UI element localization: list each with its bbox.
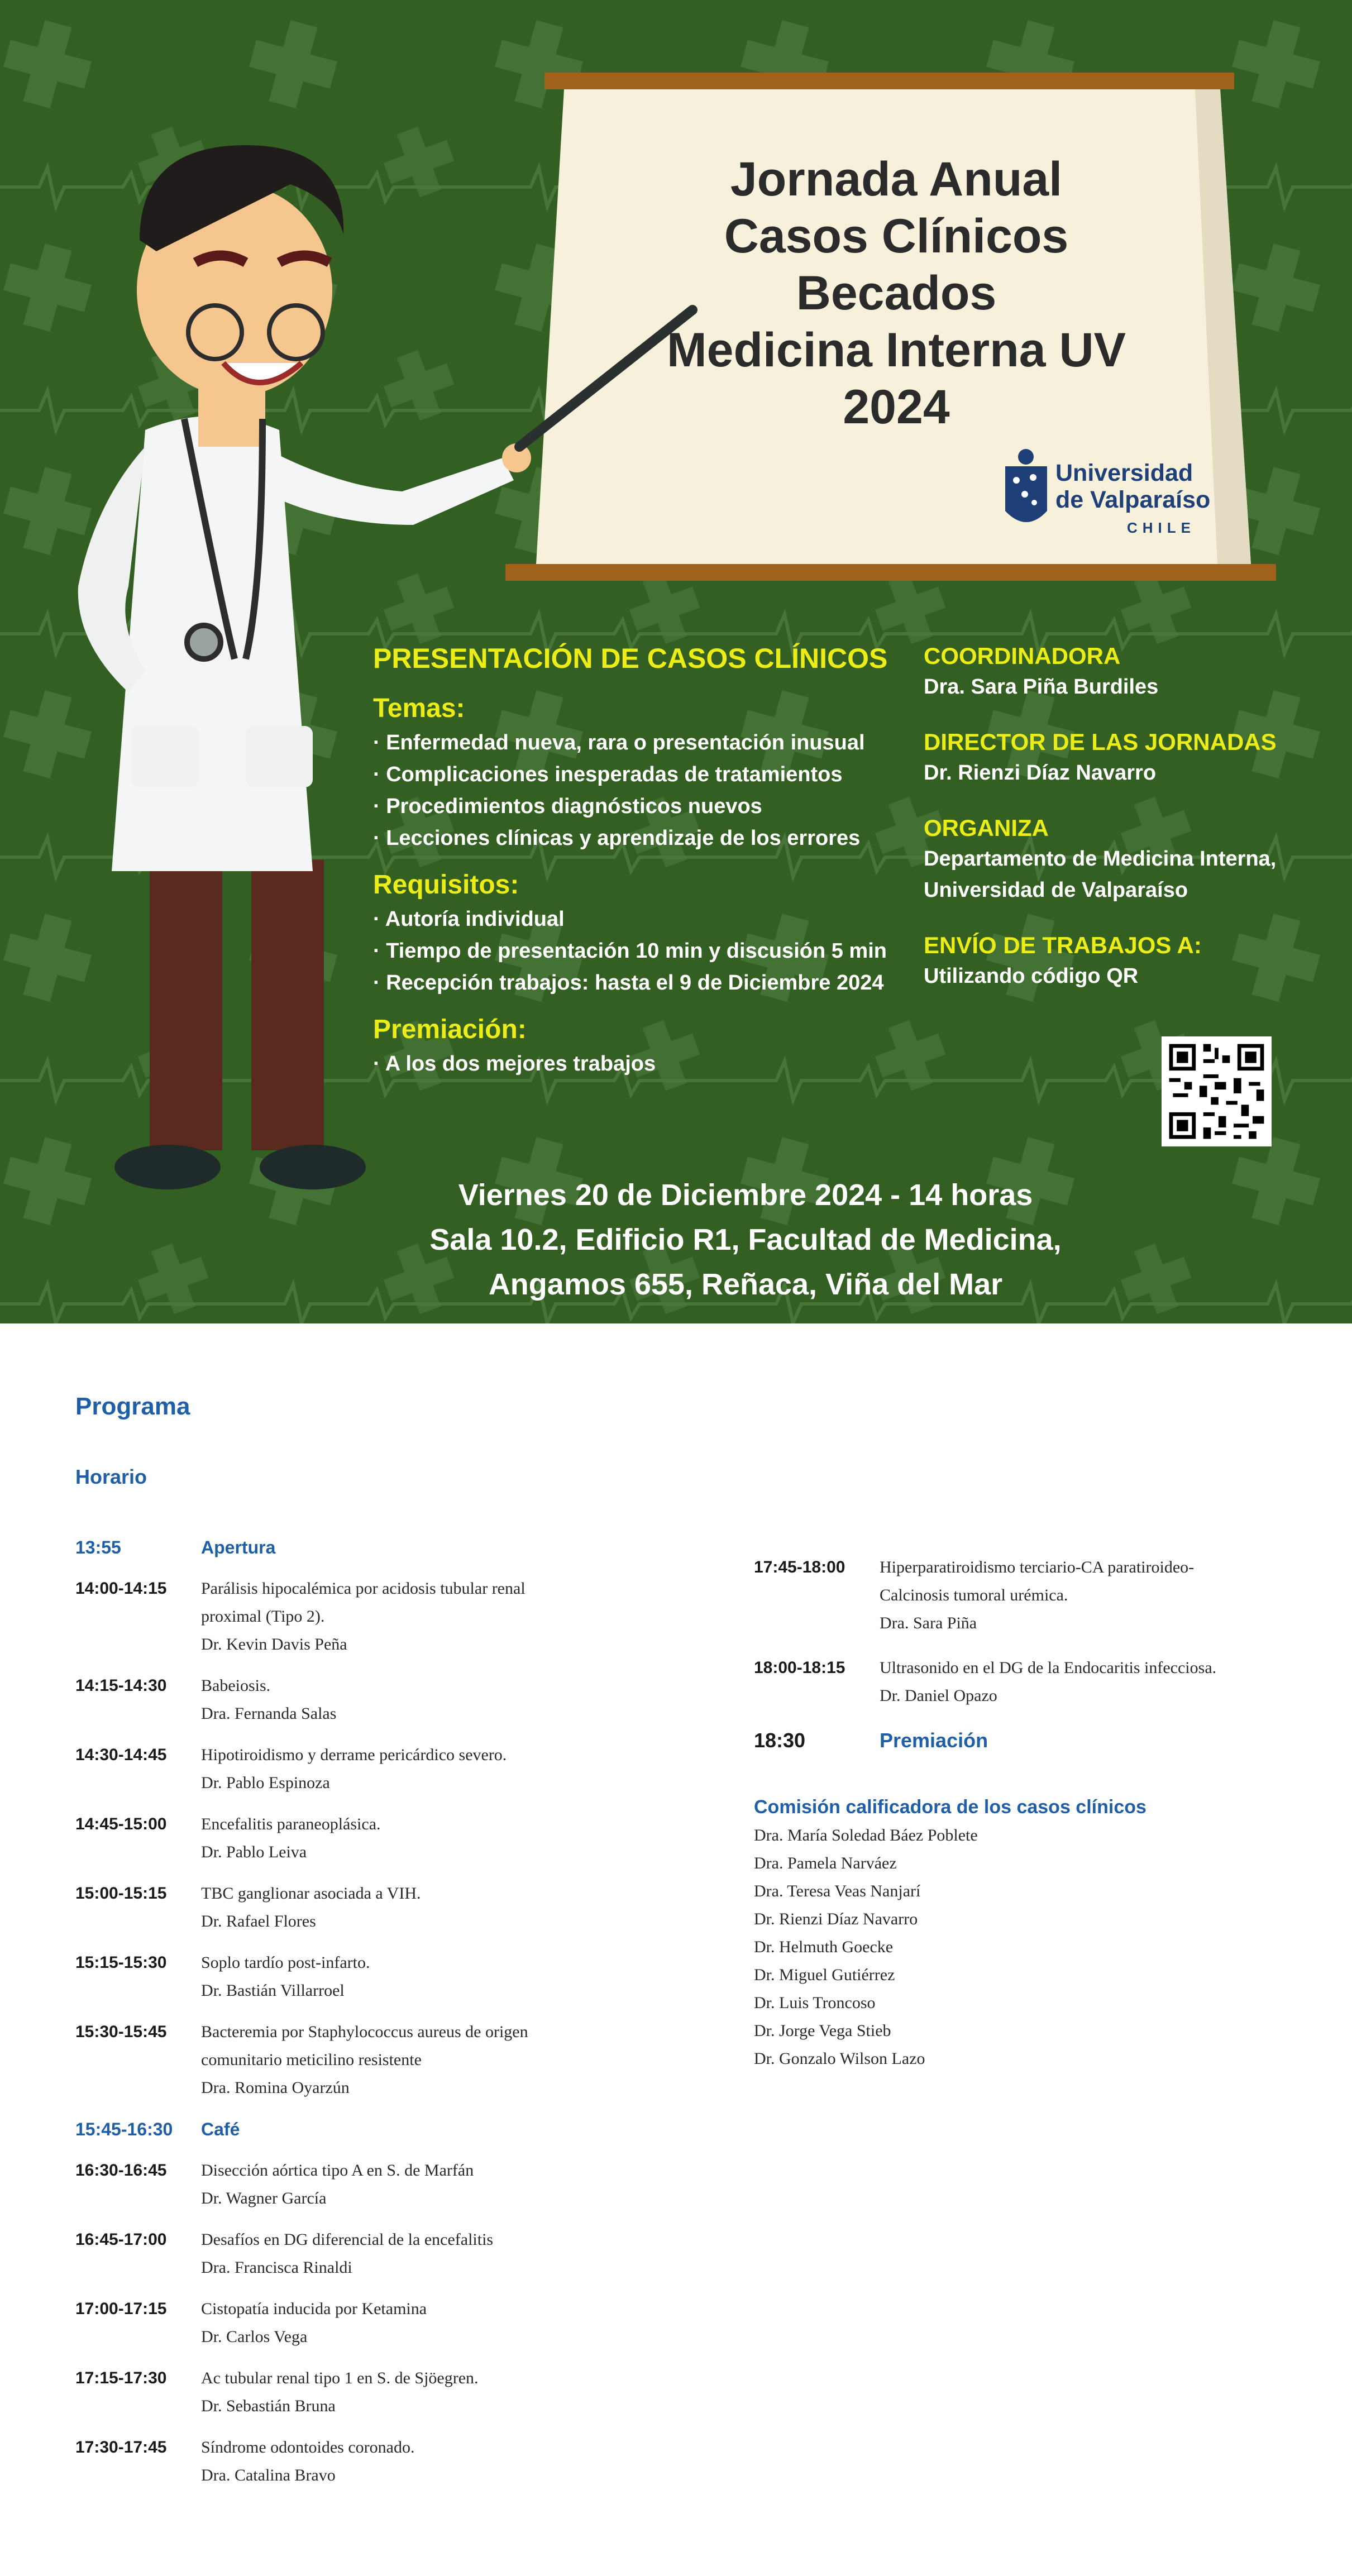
director-block <box>924 727 1337 788</box>
schedule-detail <box>201 1741 690 1797</box>
coordinadora-title: COORDINADORA <box>924 643 1121 669</box>
venue-line: Sala 10.2, Edificio R1, Facultad de Medicina, <box>429 1223 1062 1256</box>
title-line: Jornada Anual <box>730 152 1063 206</box>
schedule-row <box>75 2157 690 2212</box>
temas-title: Temas: <box>373 694 465 723</box>
venue-info <box>424 1173 1067 1307</box>
schedule-line: Premiación <box>880 1729 988 1752</box>
schedule-detail <box>880 1654 1312 1710</box>
schedule-row <box>75 2115 690 2143</box>
schedule-line: Dra. Francisca Rinaldi <box>201 2258 352 2277</box>
schedule-row <box>754 1654 1312 1710</box>
list-item: · A los dos mejores trabajos <box>373 1052 656 1076</box>
requisitos-title: Requisitos: <box>373 870 519 900</box>
schedule-time: 14:30-14:45 <box>75 1746 167 1764</box>
schedule-line: Síndrome odontoides coronado. <box>201 2438 415 2456</box>
program-right-column <box>754 1554 1312 1771</box>
schedule-line: Café <box>201 2119 240 2139</box>
schedule-detail <box>201 2226 690 2282</box>
schedule-line: Dr. Kevin Davis Peña <box>201 1635 347 1653</box>
schedule-row <box>75 2295 690 2351</box>
schedule-time: 15:00-15:15 <box>75 1884 167 1903</box>
schedule-row <box>75 1810 690 1866</box>
schedule-line: Calcinosis tumoral urémica. <box>880 1586 1068 1604</box>
schedule-line: TBC ganglionar asociada a VIH. <box>201 1884 421 1903</box>
schedule-detail <box>201 1533 690 1561</box>
requisitos-group <box>373 869 920 999</box>
director-name: Dr. Rienzi Díaz Navarro <box>924 761 1157 785</box>
schedule-detail <box>201 2364 690 2420</box>
schedule-line: Dra. Sara Piña <box>880 1614 977 1632</box>
schedule-row <box>75 1741 690 1797</box>
schedule-line: Desafíos en DG diferencial de la encefalitis <box>201 2230 494 2249</box>
qr-code[interactable] <box>1162 1036 1272 1146</box>
schedule-row <box>75 1672 690 1728</box>
schedule-line: Soplo tardío post-infarto. <box>201 1953 370 1972</box>
committee-member: Dra. Pamela Narváez <box>754 1854 897 1872</box>
schedule-time: 18:00-18:15 <box>754 1659 845 1677</box>
organiza-block <box>924 813 1337 906</box>
schedule-time: 17:00-17:15 <box>75 2300 167 2318</box>
schedule-line: Ultrasonido en el DG de la Endocaritis infecciosa. <box>880 1659 1217 1677</box>
committee-member: Dr. Jorge Vega Stieb <box>754 2021 891 2040</box>
program-title: Programa <box>75 1393 190 1420</box>
schedule-detail <box>201 2295 690 2351</box>
schedule-time: 15:45-16:30 <box>75 2119 173 2139</box>
committee-member: Dr. Miguel Gutiérrez <box>754 1966 895 1984</box>
schedule-detail <box>201 2115 690 2143</box>
schedule-detail <box>880 1554 1312 1637</box>
schedule-line: Apertura <box>201 1537 276 1557</box>
schedule-time: 13:55 <box>75 1537 121 1557</box>
info-right-column <box>924 641 1337 1016</box>
title-line: Becados <box>796 266 997 320</box>
schedule-line: Dr. Rafael Flores <box>201 1912 316 1930</box>
schedule-line: Dr. Sebastián Bruna <box>201 2397 336 2415</box>
temas-group <box>373 692 920 854</box>
title-line: Medicina Interna UV <box>667 323 1126 377</box>
schedule-row <box>75 2226 690 2282</box>
schedule-time: 17:45-18:00 <box>754 1558 845 1576</box>
schedule-time: 15:30-15:45 <box>75 2023 167 2041</box>
schedule-row <box>754 1727 1312 1755</box>
premiacion-title: Premiación: <box>373 1015 527 1044</box>
schedule-time: 16:30-16:45 <box>75 2161 167 2180</box>
schedule-line: Dra. Fernanda Salas <box>201 1704 337 1723</box>
schedule-time: 14:00-14:15 <box>75 1579 167 1598</box>
schedule-detail <box>201 1672 690 1728</box>
program-left-column <box>75 1533 690 2503</box>
schedule-line: proximal (Tipo 2). <box>201 1607 325 1626</box>
schedule-time: 15:15-15:30 <box>75 1953 167 1972</box>
schedule-row <box>75 1533 690 1561</box>
list-item: · Enfermedad nueva, rara o presentación inusual <box>373 731 865 754</box>
venue-line: Angamos 655, Reñaca, Viña del Mar <box>488 1268 1003 1301</box>
committee-member: Dr. Helmuth Goecke <box>754 1938 894 1956</box>
schedule-row <box>754 1554 1312 1637</box>
schedule-row <box>75 1949 690 2005</box>
committee-title: Comisión calificadora de los casos clínicos <box>754 1796 1146 1818</box>
list-item: · Procedimientos diagnósticos nuevos <box>373 795 762 818</box>
schedule-line: Dr. Daniel Opazo <box>880 1686 997 1705</box>
schedule-line: comunitario meticilino resistente <box>201 2051 422 2069</box>
committee-member: Dr. Gonzalo Wilson Lazo <box>754 2049 925 2068</box>
schedule-detail <box>201 1810 690 1866</box>
schedule-line: Encefalitis paraneoplásica. <box>201 1815 381 1833</box>
schedule-line: Hiperparatiroidismo terciario-CA paratiroideo- <box>880 1558 1195 1576</box>
list-item: · Autoría individual <box>373 907 565 931</box>
envio-title: ENVÍO DE TRABAJOS A: <box>924 932 1202 958</box>
schedule-detail <box>201 1949 690 2005</box>
list-item: · Recepción trabajos: hasta el 9 de Diciembre 2024 <box>373 971 884 995</box>
schedule-time: 16:45-17:00 <box>75 2230 167 2249</box>
schedule-detail <box>201 1575 690 1659</box>
schedule-detail <box>880 1727 1312 1755</box>
envio-block <box>924 930 1337 992</box>
schedule-line: Dra. Romina Oyarzún <box>201 2078 350 2097</box>
university-name: Universidad de Valparaíso <box>1055 460 1211 513</box>
schedule-line: Babeiosis. <box>201 1676 271 1695</box>
title-line: 2024 <box>843 380 950 434</box>
schedule-line: Dr. Wagner García <box>201 2189 327 2207</box>
list-item: · Tiempo de presentación 10 min y discusión 5 min <box>373 939 887 963</box>
committee-member: Dr. Luis Troncoso <box>754 1994 876 2012</box>
schedule-line: Dr. Carlos Vega <box>201 2328 308 2346</box>
schedule-time: 18:30 <box>754 1729 806 1752</box>
university-country: CHILE <box>1127 519 1196 536</box>
organiza-line: Universidad de Valparaíso <box>924 878 1188 902</box>
coordinadora-name: Dra. Sara Piña Burdiles <box>924 675 1159 699</box>
schedule-line: Bacteremia por Staphylococcus aureus de origen <box>201 2023 528 2041</box>
committee <box>754 1793 1146 2073</box>
schedule-row <box>75 1880 690 1935</box>
organiza-line: Departamento de Medicina Interna, <box>924 847 1277 871</box>
schedule-detail <box>201 1880 690 1935</box>
schedule-line: Disección aórtica tipo A en S. de Marfán <box>201 2161 474 2180</box>
event-title <box>603 151 1189 436</box>
schedule-row <box>75 2018 690 2102</box>
schedule-detail <box>201 2434 690 2489</box>
schedule-detail <box>201 2018 690 2102</box>
schedule-time: 17:30-17:45 <box>75 2438 167 2456</box>
schedule-line: Hipotiroidismo y derrame pericárdico severo. <box>201 1746 507 1764</box>
committee-member: Dra. Teresa Veas Nanjarí <box>754 1882 921 1900</box>
schedule-line: Dr. Pablo Leiva <box>201 1843 307 1861</box>
schedule-line: Dr. Bastián Villarroel <box>201 1981 345 2000</box>
horario-label: Horario <box>75 1465 147 1488</box>
committee-member: Dra. María Soledad Báez Poblete <box>754 1826 978 1844</box>
schedule-row <box>75 2434 690 2489</box>
list-item: · Complicaciones inesperadas de tratamientos <box>373 763 843 786</box>
schedule-time: 17:15-17:30 <box>75 2369 167 2387</box>
schedule-line: Cistopatía inducida por Ketamina <box>201 2300 427 2318</box>
program-section <box>0 1323 1352 2576</box>
schedule-time: 14:15-14:30 <box>75 1676 167 1695</box>
premiacion-group <box>373 1014 920 1080</box>
section-title: PRESENTACIÓN DE CASOS CLÍNICOS <box>373 643 888 674</box>
organiza-title: ORGANIZA <box>924 815 1049 841</box>
coordinadora-block <box>924 641 1337 702</box>
schedule-line: Parálisis hipocalémica por acidosis tubular renal <box>201 1579 525 1598</box>
director-title: DIRECTOR DE LAS JORNADAS <box>924 729 1277 755</box>
committee-list <box>754 1822 1146 2073</box>
schedule-row <box>75 1575 690 1659</box>
schedule-line: Dra. Catalina Bravo <box>201 2466 336 2484</box>
venue-line: Viernes 20 de Diciembre 2024 - 14 horas <box>458 1178 1033 1212</box>
info-left-column <box>373 641 920 1095</box>
schedule-row <box>75 2364 690 2420</box>
schedule-line: Dr. Pablo Espinoza <box>201 1774 330 1792</box>
envio-text: Utilizando código QR <box>924 964 1139 988</box>
schedule-time: 14:45-15:00 <box>75 1815 167 1833</box>
list-item: · Lecciones clínicas y aprendizaje de los errores <box>373 826 861 850</box>
title-line: Casos Clínicos <box>724 209 1069 263</box>
schedule-line: Ac tubular renal tipo 1 en S. de Sjöegren. <box>201 2369 479 2387</box>
schedule-detail <box>201 2157 690 2212</box>
committee-member: Dr. Rienzi Díaz Navarro <box>754 1910 918 1928</box>
